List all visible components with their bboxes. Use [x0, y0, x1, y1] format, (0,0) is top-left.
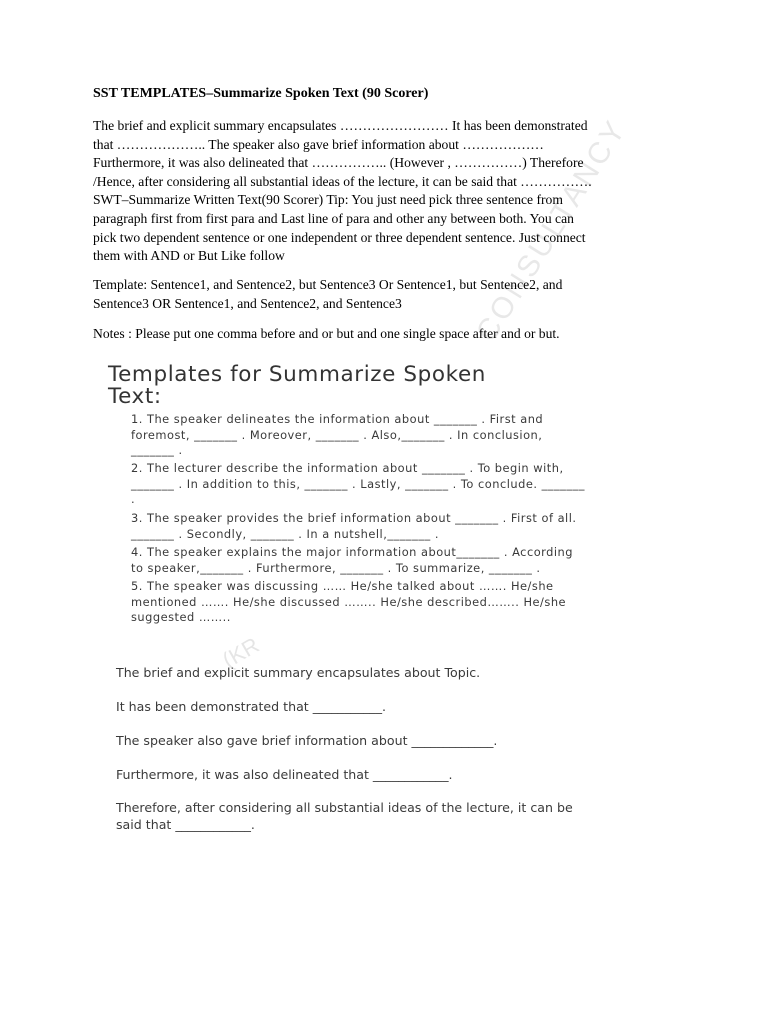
summary-text: said that ____________. [116, 817, 255, 832]
template-item-line: 3. The speaker provides the brief information about _______ . First of all. [131, 511, 577, 525]
template-item-line: 5. The speaker was discussing …… He/she talked about ……. He/she [131, 579, 554, 593]
template-item-line: _______ . In addition to this, _______ . Lastly, _______ . To conclude. _______ [131, 476, 585, 491]
summary-line-2 [116, 698, 676, 715]
intro-paragraph [93, 117, 673, 266]
intro-line: The brief and explicit summary encapsulates …………………… It has been demonstrated [93, 118, 588, 133]
intro-line: that ……………….. The speaker also gave brief information about ……………… [93, 136, 544, 152]
template-item-3 [131, 511, 701, 542]
embedded-image-title [108, 364, 486, 408]
template-item-line: 2. The lecturer describe the information about _______ . To begin with, [131, 461, 564, 475]
summary-text: It has been demonstrated that ___________. [116, 699, 387, 714]
embedded-title-line: Templates for Summarize Spoken [108, 362, 487, 387]
document-title: SST TEMPLATES–Summarize Spoken Text (90 Scorer) [93, 86, 429, 101]
summary-text: The brief and explicit summary encapsulates about Topic. [116, 665, 481, 680]
embedded-title-line: Text: [108, 384, 162, 409]
template-item-line: . [131, 492, 136, 506]
summary-line-4 [116, 766, 676, 783]
intro-line: Furthermore, it was also delineated that …………….. (However , ……………) Therefore [93, 155, 584, 171]
template-line: Sentence3 OR Sentence1, and Sentence2, and Sentence3 [93, 295, 402, 311]
intro-line: /Hence, after considering all substantial ideas of the lecture, it can be said that ……………. [93, 173, 592, 189]
template-item-line: _______ . Secondly, _______ . In a nutshell,_______ . [131, 526, 439, 541]
template-item-line: to speaker,_______ . Furthermore, _______ . To summarize, _______ . [131, 560, 541, 575]
template-item-5 [131, 579, 701, 626]
summary-text: The speaker also gave brief information about _____________. [116, 733, 498, 748]
template-line: Template: Sentence1, and Sentence2, but Sentence3 Or Sentence1, but Sentence2, and [93, 277, 563, 292]
intro-line: them with AND or But Like follow [93, 248, 285, 264]
summary-text: Furthermore, it was also delineated that ____________. [116, 767, 453, 782]
template-item-line: mentioned ……. He/she discussed …….. He/she described…….. He/she [131, 594, 567, 609]
intro-line: SWT–Summarize Written Text(90 Scorer) Tip: You just need pick three sentence from [93, 192, 563, 208]
template-item-line: suggested …….. [131, 610, 231, 624]
template-item-2 [131, 461, 701, 508]
notes-paragraph [93, 325, 673, 344]
notes-line: Notes : Please put one comma before and or but and one single space after and or but. [93, 326, 560, 341]
template-item-line: 1. The speaker delineates the information about _______ . First and [131, 412, 544, 426]
summary-line-5 [116, 799, 676, 833]
template-item-4 [131, 545, 701, 576]
summary-text: Therefore, after considering all substantial ideas of the lecture, it can be [116, 800, 573, 815]
intro-line: paragraph first from first para and Last line of para and other any between both. You can [93, 210, 574, 226]
template-item-line: foremost, _______ . Moreover, _______ . Also,_______ . In conclusion, [131, 427, 543, 442]
intro-line: pick two dependent sentence or one independent or three dependent sentence. Just connect [93, 229, 586, 245]
summary-line-1 [116, 664, 676, 681]
summary-line-3 [116, 732, 676, 749]
template-paragraph [93, 276, 673, 313]
watermark-fragment: (KR [218, 632, 264, 673]
template-item-1 [131, 412, 701, 459]
template-item-line: 4. The speaker explains the major information about_______ . According [131, 545, 574, 559]
watermark: CONSULTANCY [470, 113, 634, 348]
template-item-line: _______ . [131, 443, 183, 457]
